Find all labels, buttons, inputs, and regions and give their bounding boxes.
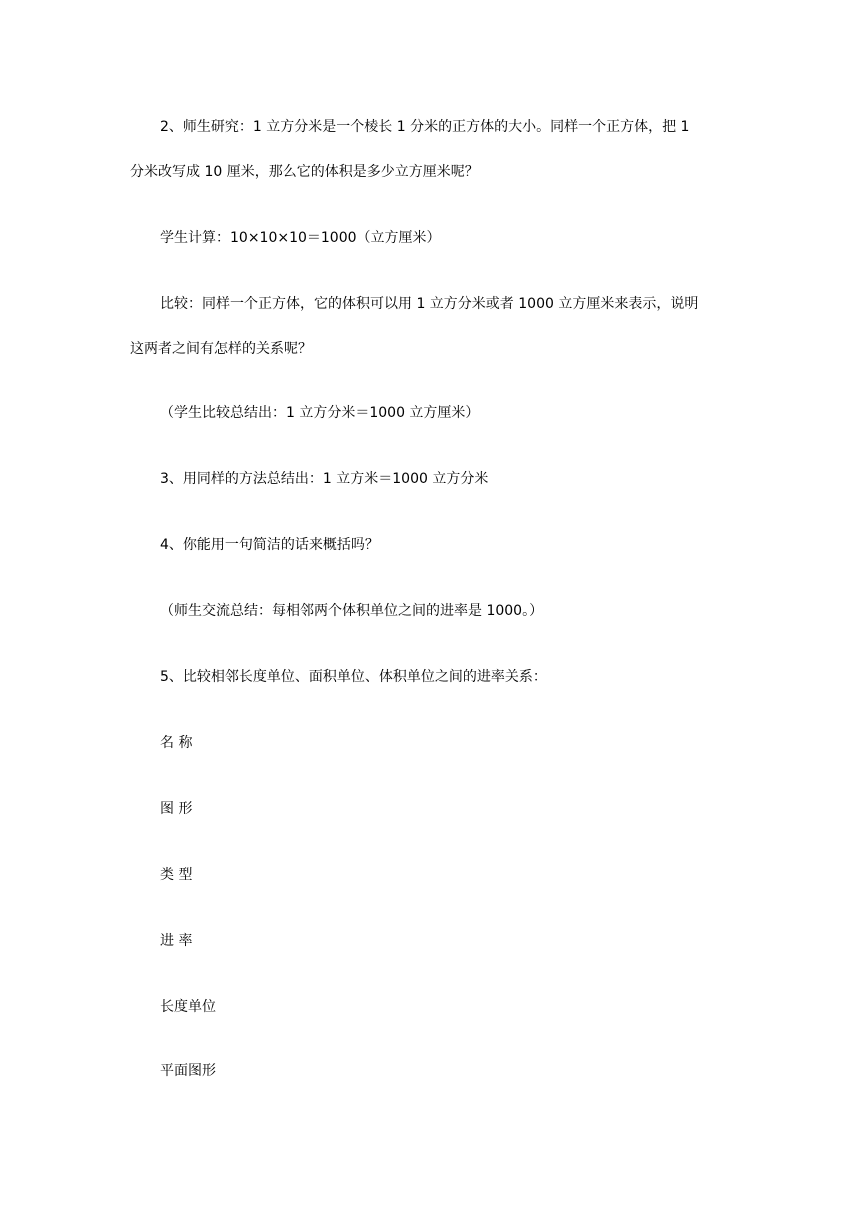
teacher-student-summary: （师生交流总结：每相邻两个体积单位之间的进率是 1000。） [160, 603, 544, 619]
student-summary: （学生比较总结出：1 立方分米＝1000 立方厘米） [160, 405, 480, 421]
comparison-line-1: 比较：同样一个正方体，它的体积可以用 1 立方分米或者 1000 立方厘米来表示，说明 [160, 296, 699, 312]
student-calculation: 学生计算：10×10×10＝1000（立方厘米） [160, 230, 441, 246]
paragraph-3: 3、用同样的方法总结出：1 立方米＝1000 立方分米 [160, 471, 489, 487]
table-cell-plane-figure: 平面图形 [160, 1063, 216, 1079]
table-header-name: 名 称 [160, 735, 193, 751]
comparison-line-2: 这两者之间有怎样的关系呢？ [130, 341, 312, 357]
table-header-type: 类 型 [160, 867, 193, 883]
table-header-rate: 进 率 [160, 933, 193, 949]
paragraph-2-line-2: 分米改写成 10 厘米，那么它的体积是多少立方厘米呢？ [130, 164, 479, 180]
paragraph-5: 5、比较相邻长度单位、面积单位、体积单位之间的进率关系： [160, 669, 547, 685]
table-cell-length-unit: 长度单位 [160, 999, 216, 1015]
table-header-figure: 图 形 [160, 801, 193, 817]
paragraph-4: 4、你能用一句简洁的话来概括吗？ [160, 537, 379, 553]
paragraph-2-line-1: 2、师生研究：1 立方分米是一个棱长 1 分米的正方体的大小。同样一个正方体，把 1 [160, 119, 690, 135]
